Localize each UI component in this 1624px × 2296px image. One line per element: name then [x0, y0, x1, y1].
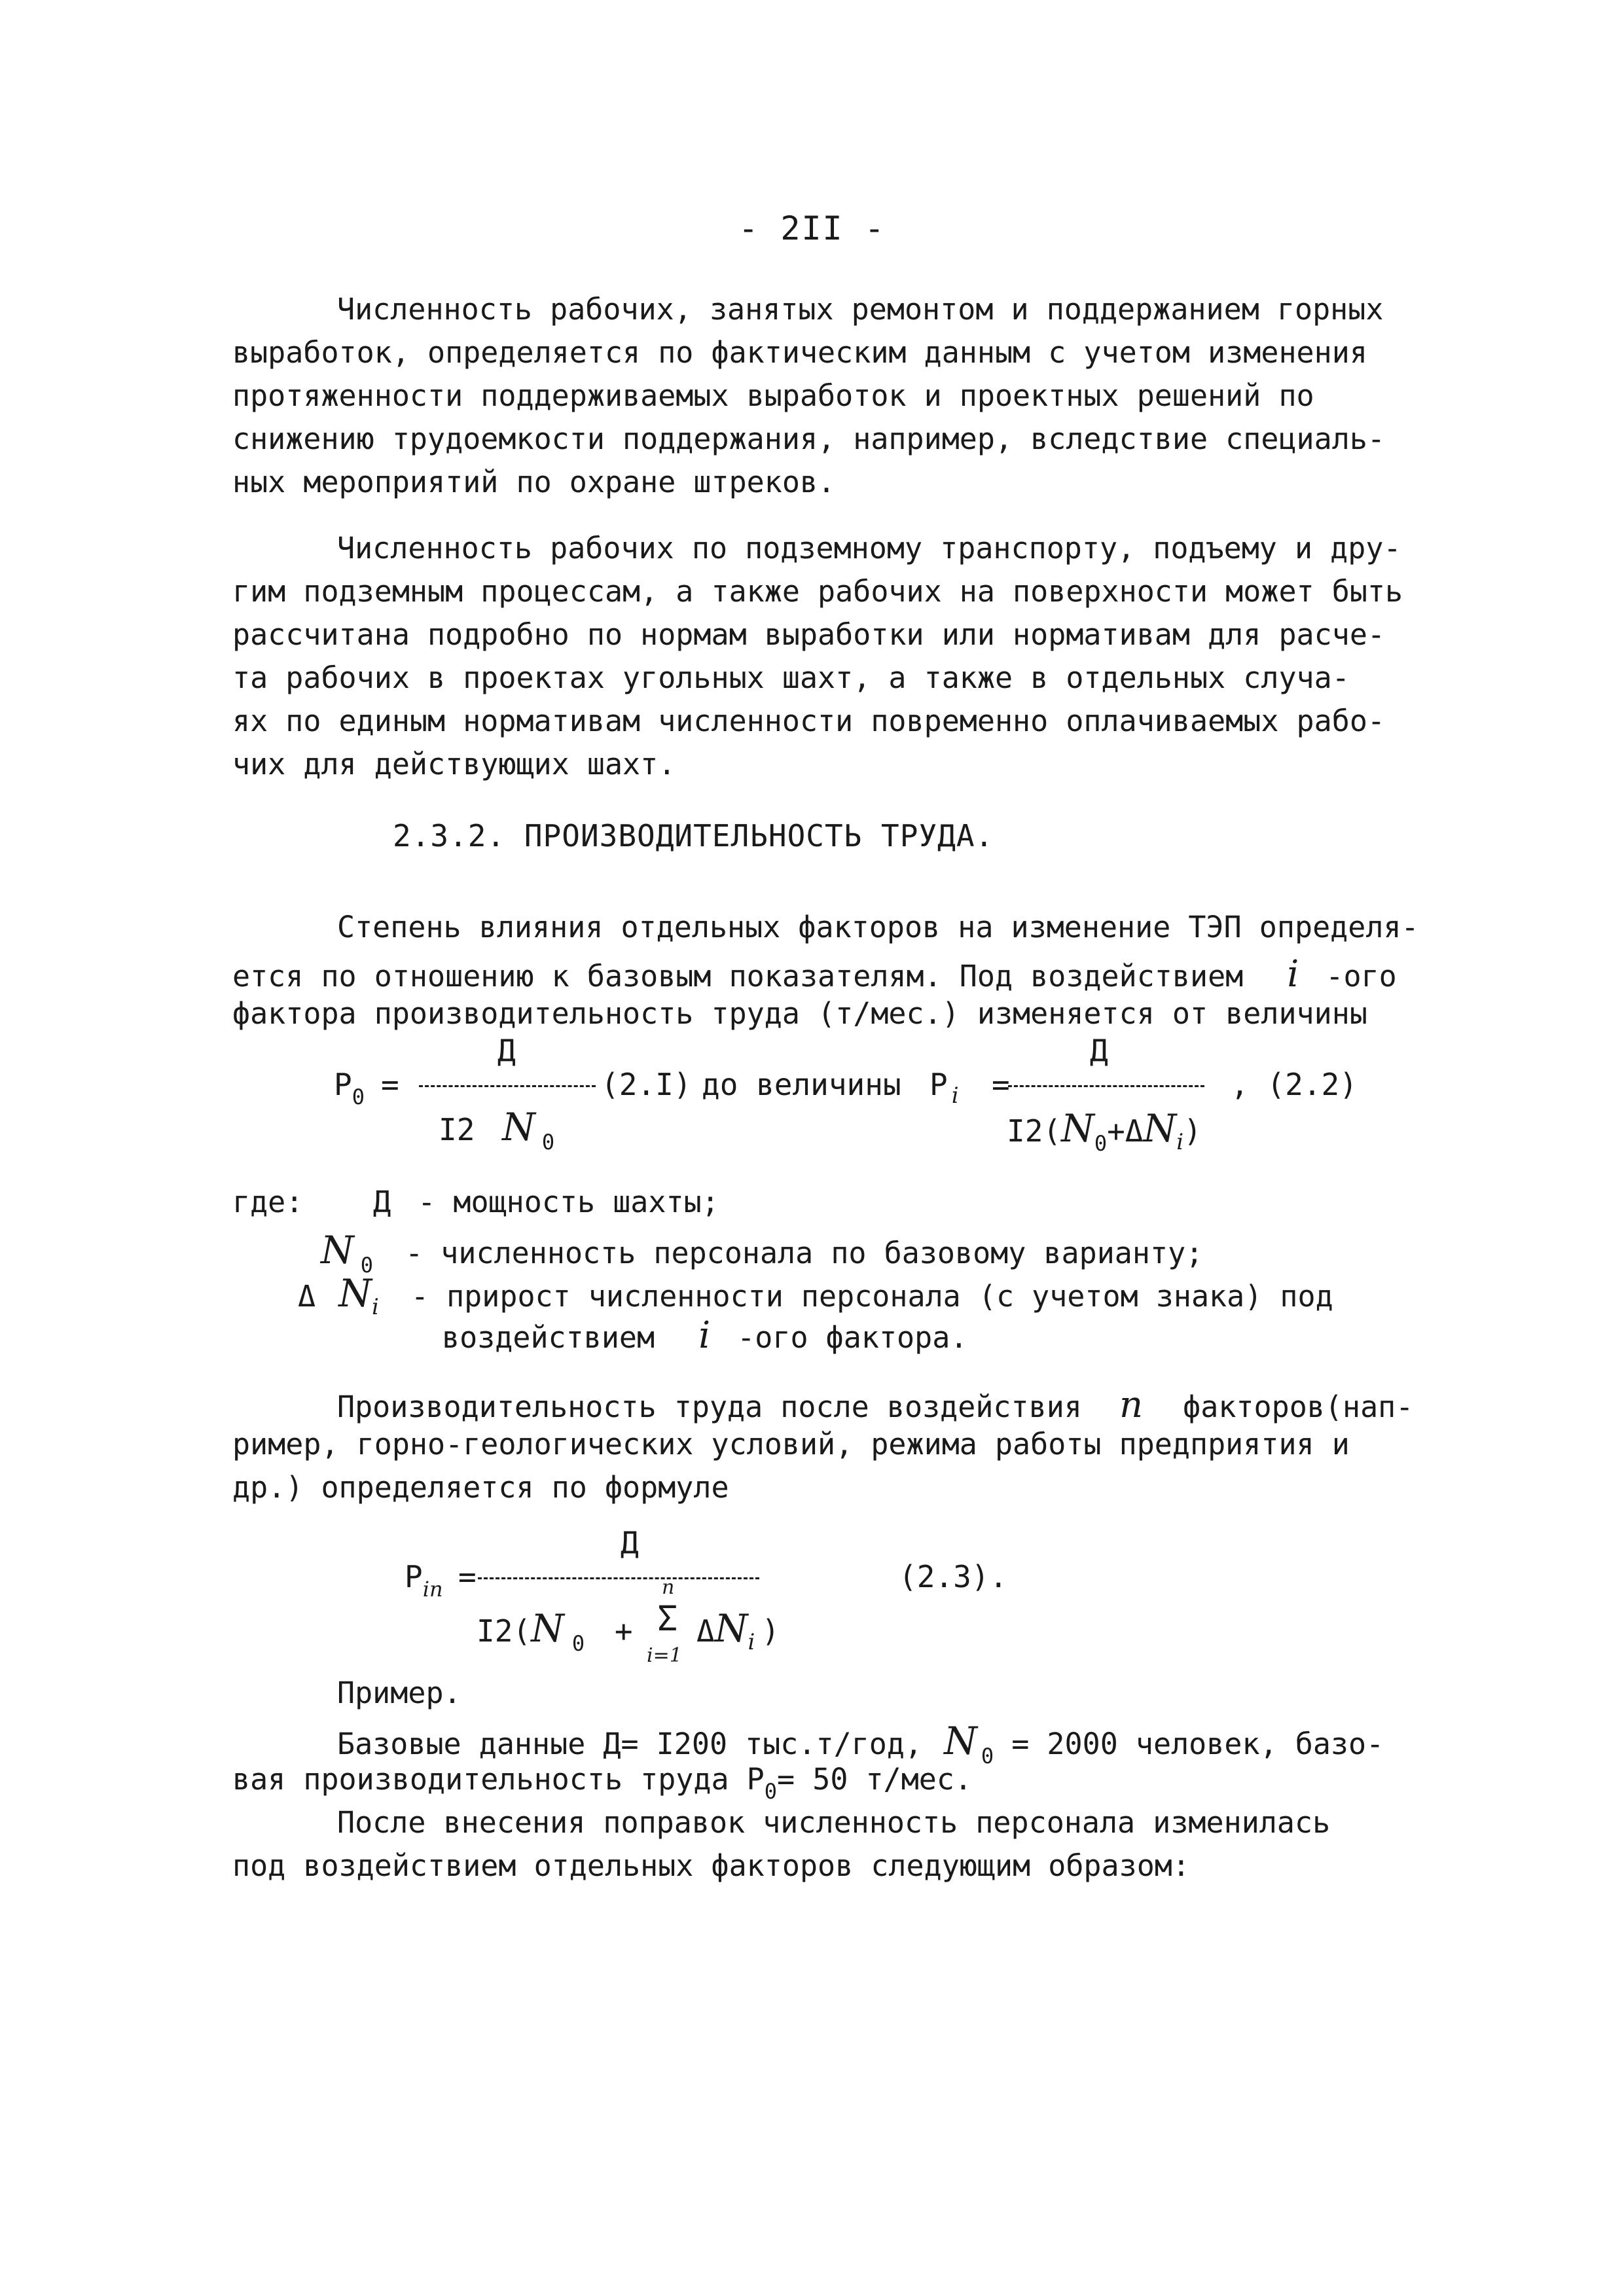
- legend-item-delta-n-cont: воздействием i -ого фактора.: [442, 1314, 968, 1357]
- formula-lhs: $P_{in}$: [405, 1559, 443, 1602]
- paragraph-transport-workers: [232, 527, 1403, 786]
- fraction-bar: [1008, 1085, 1204, 1087]
- equals-sign: =: [458, 1559, 477, 1594]
- legend-item-n0: N $_0$ - численность персонала по базовому варианту;: [321, 1228, 1204, 1278]
- text-segment: ется по отношению к базовым показателям. Под воздействием: [232, 959, 1244, 994]
- text-segment: -ого: [1326, 959, 1397, 994]
- denominator-tail: $\Delta N_i$ ): [696, 1606, 780, 1655]
- formula-lhs: $P_0$: [334, 1067, 365, 1109]
- equals-sign: =: [381, 1067, 399, 1102]
- numerator: Д: [621, 1525, 639, 1560]
- fraction-bar: [478, 1577, 759, 1579]
- text-line: др.) определяется по формуле: [232, 1470, 729, 1505]
- text-line: под воздействием отдельных факторов следующим образом:: [232, 1848, 1190, 1883]
- text-line: гим подземным процессам, а также рабочих на поверхности может быть: [232, 574, 1403, 609]
- where-label: где:: [232, 1185, 304, 1219]
- denominator: I2 N $_0$: [439, 1105, 555, 1155]
- text-line: [232, 953, 1397, 996]
- text-line: снижению трудоемкости поддержания, например, вследствие специаль-: [232, 422, 1385, 456]
- text-line: та рабочих в проектах угольных шахт, а также в отдельных случа-: [232, 660, 1350, 695]
- text-line: фактора производительность труда (т/мес.) изменяется от величины: [232, 996, 1367, 1031]
- text-line: ример, горно-геологических условий, режима работы предприятия и: [232, 1427, 1350, 1462]
- text-line: выработок, определяется по фактическим данным с учетом изменения: [232, 335, 1367, 370]
- sum-lower-limit: i=1: [647, 1644, 682, 1667]
- text-line: После внесения поправок численность персонала изменилась: [337, 1805, 1331, 1840]
- formula-lhs: P $_i$: [929, 1067, 959, 1109]
- text-line: Степень влияния отдельных факторов на изменение ТЭП определя-: [337, 910, 1419, 944]
- formula-tag: , (2.2): [1231, 1067, 1358, 1102]
- text-line: ях по единым нормативам численности повременно оплачиваемых рабо-: [232, 704, 1385, 738]
- legend-item-d: Д - мощность шахты;: [373, 1185, 719, 1219]
- paragraph-maintenance-workers: [232, 288, 1391, 504]
- numerator: Д: [497, 1033, 516, 1068]
- text-line: Базовые данные Д= I200 тыс.т/год, N $_0$ = 2000 человек, базо-: [337, 1719, 1384, 1768]
- example-label: Пример.: [337, 1676, 461, 1710]
- text-line: Численность рабочих, занятых ремонтом и поддержанием горных: [337, 292, 1384, 327]
- legend-item-delta-n: Δ $N_i$ - прирост численности персонала (с учетом знака) под: [298, 1271, 1333, 1320]
- text-line: протяженности поддерживаемых выработок и проектных решений по: [232, 378, 1314, 413]
- text-line: рассчитана подробно по нормам выработки или нормативам для расче-: [232, 617, 1385, 652]
- variable-i: i: [1287, 953, 1299, 996]
- denominator: I2(N $_0$ +: [477, 1606, 633, 1656]
- sum-sign: Σ: [657, 1600, 678, 1639]
- text-line: ных мероприятий по охране штреков.: [232, 465, 836, 499]
- equals-sign: =: [992, 1067, 1010, 1102]
- text-line: Производительность труда после воздействия n факторов(нап-: [337, 1384, 1414, 1426]
- text-line: Численность рабочих по подземному транспорту, подъему и дру-: [337, 531, 1401, 565]
- section-heading: 2.3.2. ПРОИЗВОДИТЕЛЬНОСТЬ ТРУДА.: [393, 818, 994, 853]
- formula-tag: (2.I): [601, 1067, 692, 1102]
- text-line: вая производительность труда $P_0= 50$ т/мес.: [232, 1762, 973, 1804]
- numerator: Д: [1090, 1033, 1108, 1068]
- denominator: $I2(N_0+\Delta N_i)$: [1007, 1106, 1202, 1156]
- page-number: - 2II -: [738, 209, 886, 247]
- connector-text: до величины: [702, 1067, 901, 1102]
- fraction-bar: [419, 1085, 596, 1087]
- sum-upper-limit: n: [662, 1576, 675, 1599]
- text-line: чих для действующих шахт.: [232, 747, 676, 781]
- formula-tag: (2.3).: [899, 1559, 1008, 1594]
